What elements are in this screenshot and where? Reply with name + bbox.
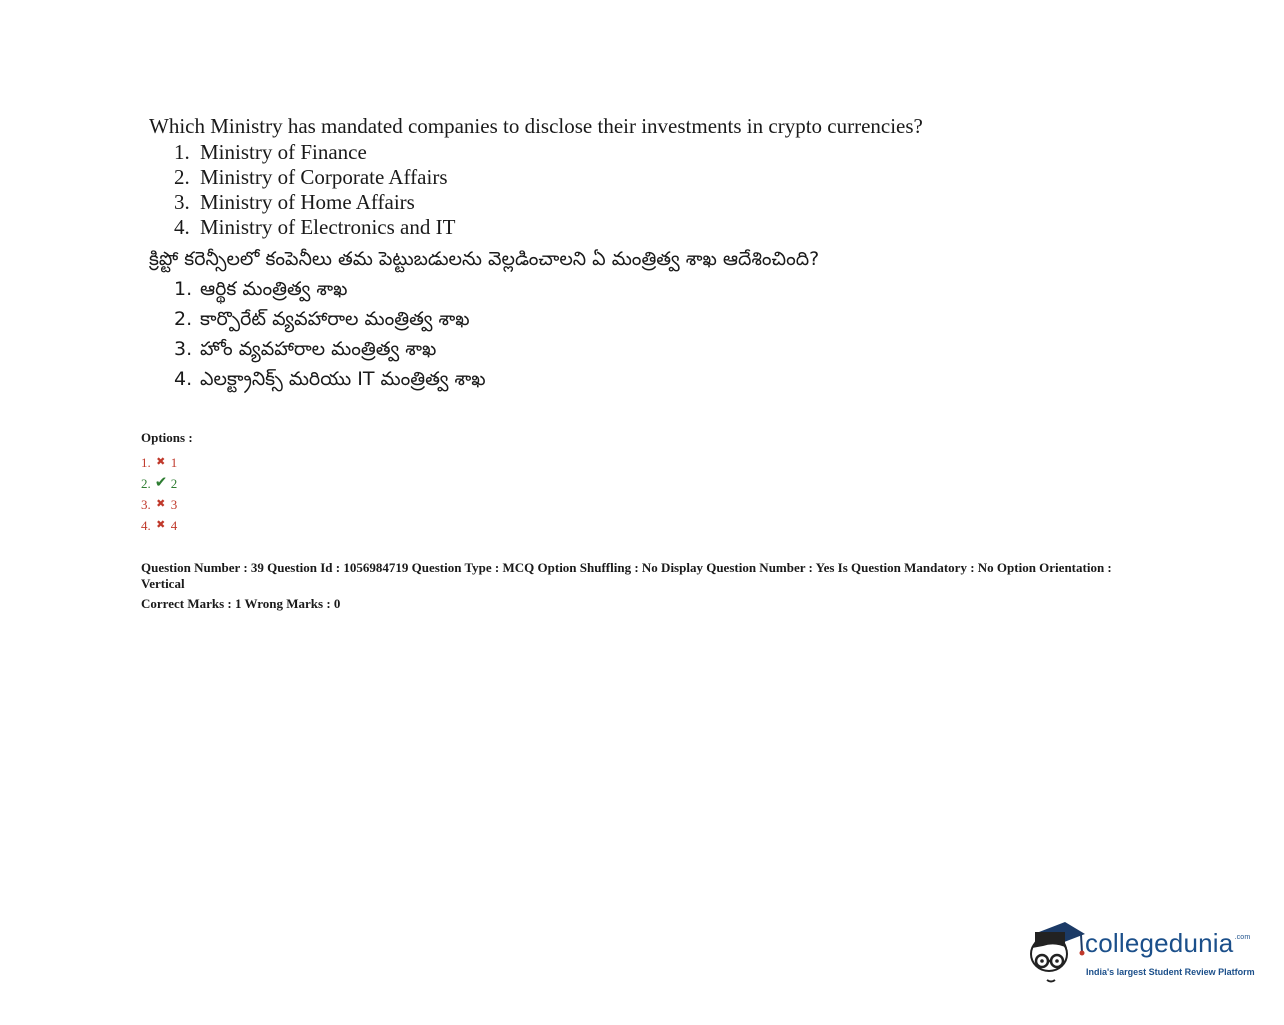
option-number: 2. bbox=[174, 165, 190, 189]
question-block bbox=[149, 113, 1149, 394]
logo-wordmark: collegedunia$^{.com}$ bbox=[1085, 928, 1251, 958]
option-text: Ministry of Electronics and IT bbox=[200, 215, 456, 239]
wrong-cross-icon: ✖ bbox=[156, 498, 166, 510]
wrong-cross-icon: ✖ bbox=[156, 456, 166, 468]
answer-option-number: 2. bbox=[141, 476, 151, 491]
logo-tagline: India's largest Student Review Platform bbox=[1086, 967, 1255, 977]
option-number: 1. bbox=[174, 140, 190, 164]
wrong-cross-icon: ✖ bbox=[156, 519, 166, 531]
answer-option-value: 2 bbox=[170, 476, 178, 491]
answer-option-row bbox=[141, 473, 193, 494]
option-number: 3. bbox=[174, 338, 193, 360]
telugu-option-list bbox=[149, 274, 1149, 394]
answer-option-row bbox=[141, 515, 193, 536]
english-option bbox=[149, 190, 1149, 215]
answer-option-number: 1. bbox=[141, 455, 151, 470]
answer-option-number: 3. bbox=[141, 497, 151, 512]
english-option bbox=[149, 140, 1149, 165]
option-text: Ministry of Corporate Affairs bbox=[200, 165, 448, 189]
question-metadata bbox=[141, 560, 1131, 612]
collegedunia-logo bbox=[1025, 918, 1255, 988]
option-text: ఆర్థిక మంత్రిత్వ శాఖ bbox=[200, 278, 348, 300]
question-text-english: Which Ministry has mandated companies to disclose their investments in crypto currencies? bbox=[149, 114, 923, 138]
telugu-option bbox=[149, 334, 1149, 364]
option-number: 2. bbox=[174, 308, 193, 330]
question-text-telugu: క్రిప్టో కరెన్సీలలో కంపెనీలు తమ పెట్టుబడులను వెల్లడించాలని ఏ మంత్రిత్వ శాఖ ఆదేశించింది? bbox=[149, 248, 820, 270]
option-text: హోం వ్యవహారాల మంత్రిత్వ శాఖ bbox=[200, 338, 437, 360]
marks-line: Correct Marks : 1 Wrong Marks : 0 bbox=[141, 596, 341, 611]
telugu-option bbox=[149, 364, 1149, 394]
answer-option-row bbox=[141, 494, 193, 515]
option-number: 3. bbox=[174, 190, 190, 214]
option-text: ఎలక్ట్రానిక్స్ మరియు IT మంత్రిత్వ శాఖ bbox=[200, 368, 486, 390]
option-text: కార్పొరేట్ వ్యవహారాల మంత్రిత్వ శాఖ bbox=[200, 308, 470, 330]
logo-domain-suffix: .com bbox=[1234, 934, 1251, 941]
option-number: 1. bbox=[174, 278, 193, 300]
correct-check-icon: ✔ bbox=[154, 475, 168, 491]
question-metadata-line: Question Number : 39 Question Id : 1056984719 Question Type : MCQ Option Shuffling : No Display Question Number : Yes Is Question Mandatory : No Option Orientation : Vertical bbox=[141, 560, 1112, 591]
answer-option-row bbox=[141, 452, 193, 473]
options-title: Options : bbox=[141, 430, 193, 445]
option-text: Ministry of Finance bbox=[200, 140, 367, 164]
english-option-list bbox=[149, 140, 1149, 240]
answer-option-number: 4. bbox=[141, 518, 151, 533]
english-option bbox=[149, 165, 1149, 190]
option-number: 4. bbox=[174, 368, 193, 390]
answer-option-value: 4 bbox=[170, 518, 178, 533]
answer-option-value: 3 bbox=[170, 497, 178, 512]
option-number: 4. bbox=[174, 215, 190, 239]
option-text: Ministry of Home Affairs bbox=[200, 190, 415, 214]
telugu-option bbox=[149, 274, 1149, 304]
english-option bbox=[149, 215, 1149, 240]
answer-options-section bbox=[141, 430, 193, 536]
telugu-option bbox=[149, 304, 1149, 334]
student-mascot-icon bbox=[1025, 918, 1085, 984]
answer-option-value: 1 bbox=[170, 455, 178, 470]
